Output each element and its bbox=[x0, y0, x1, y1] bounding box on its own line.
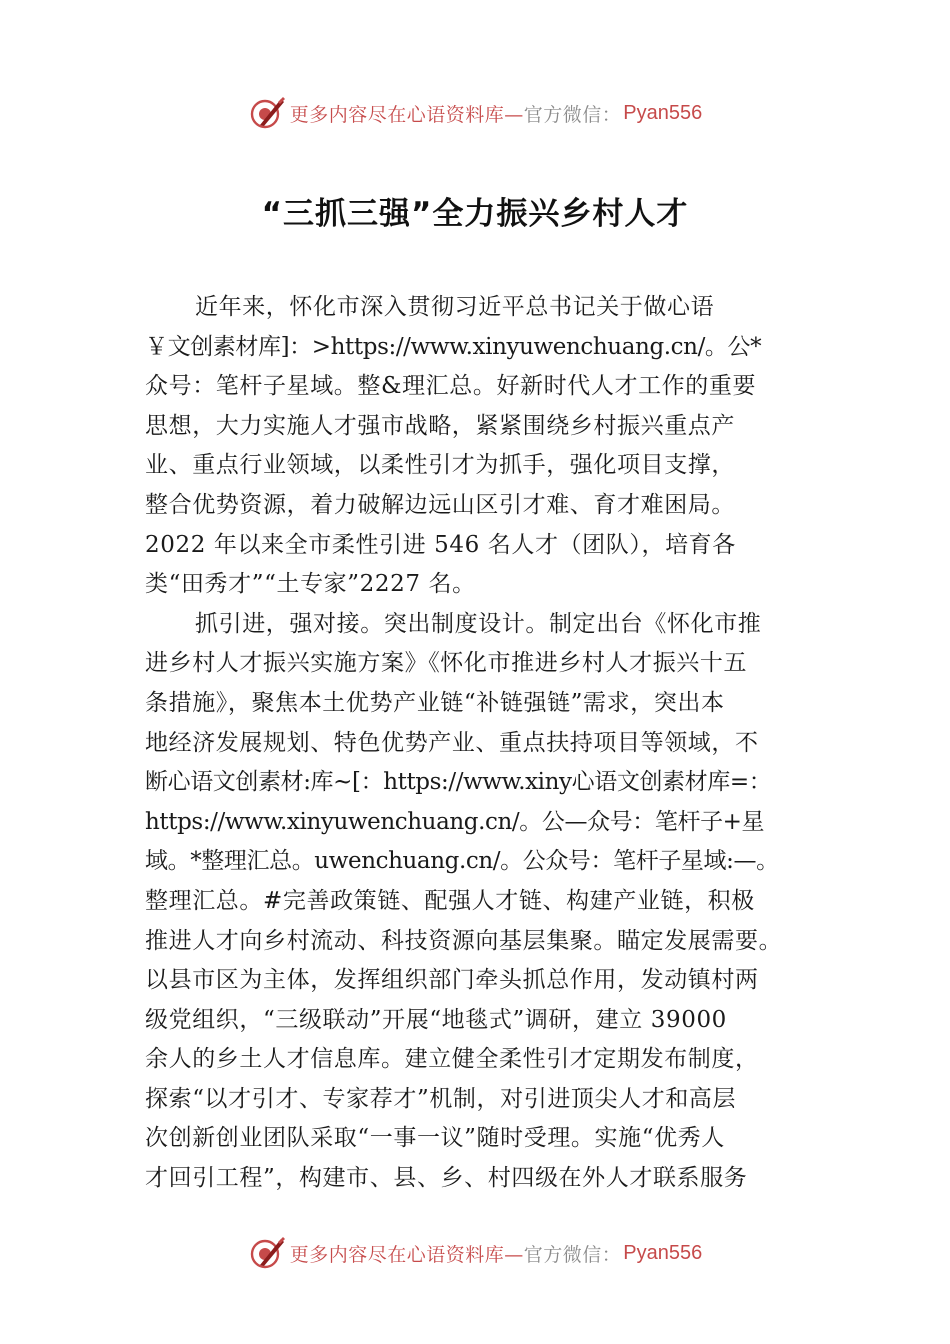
body-line: 才回引工程”，构建市、县、乡、村四级在外人才联系服务 bbox=[145, 1165, 748, 1192]
quill-logo-icon bbox=[248, 95, 286, 131]
body-line: 2022 年以来全市柔性引进 546 名人才（团队），培育各 bbox=[145, 531, 736, 558]
body-line: 业、重点行业领域，以柔性引才为抓手，强化项目支撑， bbox=[145, 452, 735, 479]
body-line: 类“田秀才”“土专家”2227 名。 bbox=[145, 571, 476, 598]
body-line: 整理汇总。#完善政策链、配强人才链、构建产业链，积极 bbox=[145, 887, 755, 914]
body-line: ￥文创素材库]：>https://www.xinyuwenchuang.cn/。公* bbox=[145, 333, 762, 360]
body-line: 探索“以才引才、专家荐才”机制，对引进顶尖人才和高层 bbox=[145, 1085, 737, 1112]
body-line: 整合优势资源，着力破解边远山区引才难、育才难困局。 bbox=[145, 491, 735, 518]
body-line: 条措施》，聚焦本土优势产业链“补链强链”需求，突出本 bbox=[145, 689, 725, 716]
body-line: 进乡村人才振兴实施方案》《怀化市推进乡村人才振兴十五 bbox=[145, 650, 748, 677]
body-line: 域。*整理汇总。uwenchuang.cn/。公众号：笔杆子星域:—。 bbox=[145, 848, 779, 875]
body-line: 思想，大力实施人才强市战略，紧紧围绕乡村振兴重点产 bbox=[145, 412, 735, 439]
body-line: 以县市区为主体，发挥组织部门牵头抓总作用，发动镇村两 bbox=[145, 967, 759, 994]
footer-banner bbox=[0, 1233, 950, 1273]
header-banner-text: 更多内容尽在心语资料库—官方微信： bbox=[289, 103, 622, 126]
body-line: 抓引进，强对接。突出制度设计。制定出台《怀化市推 bbox=[195, 610, 762, 637]
document-title: “三抓三强”全力振兴乡村人才 bbox=[261, 196, 689, 232]
document-body bbox=[145, 288, 830, 1199]
body-line: 断心语文创素材:库~[：https://www.xiny心语文创素材库=： bbox=[145, 769, 772, 796]
body-line: 地经济发展规划、特色优势产业、重点扶持项目等领域，不 bbox=[145, 729, 759, 756]
body-line: 次创新创业团队采取“一事一议”随时受理。实施“优秀人 bbox=[145, 1125, 725, 1152]
body-line: 近年来，怀化市深入贯彻习近平总书记关于做心语 bbox=[195, 294, 715, 320]
body-line: 级党组织，“三级联动”开展“地毯式”调研，建立 39000 bbox=[145, 1006, 727, 1033]
footer-wechat-id: Pyan556 bbox=[623, 1241, 703, 1264]
header-banner bbox=[0, 93, 950, 133]
body-line: 推进人才向乡村流动、科技资源向基层集聚。瞄定发展需要。 bbox=[145, 927, 783, 954]
header-wechat-id: Pyan556 bbox=[623, 101, 703, 124]
footer-banner-text: 更多内容尽在心语资料库—官方微信： bbox=[289, 1243, 622, 1266]
body-line: 余人的乡土人才信息库。建立健全柔性引才定期发布制度， bbox=[145, 1046, 759, 1073]
quill-logo-icon bbox=[248, 1235, 286, 1271]
body-line: https://www.xinyuwenchuang.cn/。公—众号：笔杆子+星 bbox=[145, 808, 765, 835]
body-line: 众号：笔杆子星域。整&理汇总。好新时代人才工作的重要 bbox=[145, 373, 757, 400]
